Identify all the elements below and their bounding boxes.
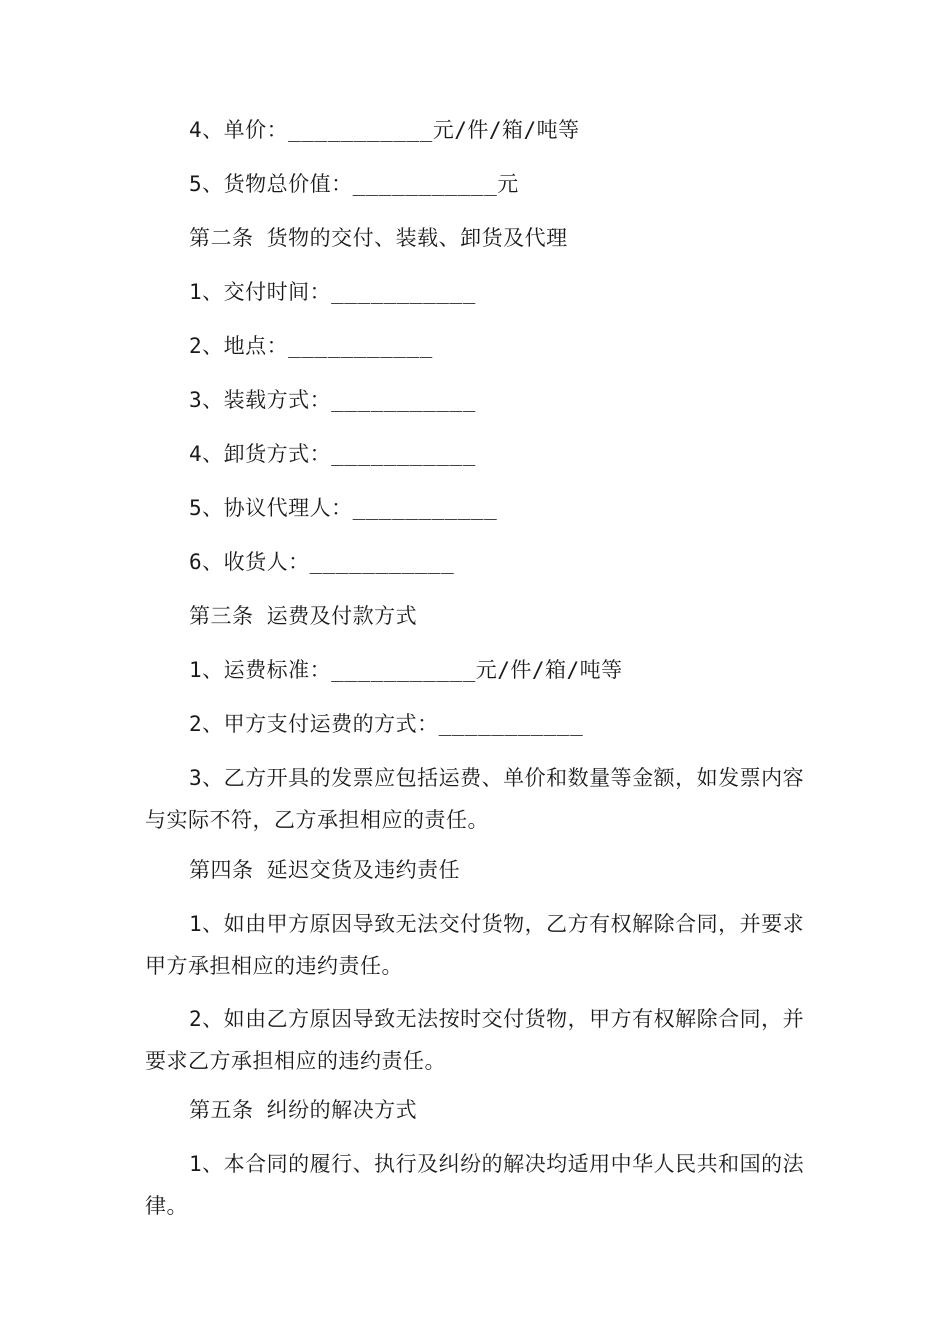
loading-method-line: 3、装载方式：___________ xyxy=(189,388,476,412)
total-value-line: 5、货物总价值：___________元 xyxy=(189,172,519,196)
governing-law-paragraph: 1、本合同的履行、执行及纠纷的解决均适用中华人民共和国的法律。 xyxy=(145,1152,805,1218)
article-4-heading: 第四条 延迟交货及违约责任 xyxy=(189,858,461,882)
article-3-heading: 第三条 运费及付款方式 xyxy=(189,604,418,628)
party-b-breach-paragraph: 2、如由乙方原因导致无法按时交付货物，甲方有权解除合同，并要求乙方承担相应的违约责任。 xyxy=(145,1007,805,1073)
unloading-method-line: 4、卸货方式：___________ xyxy=(189,442,476,466)
article-2-heading: 第二条 货物的交付、装载、卸货及代理 xyxy=(189,226,568,250)
location-line: 2、地点：___________ xyxy=(189,334,433,358)
invoice-paragraph: 3、乙方开具的发票应包括运费、单价和数量等金额，如发票内容与实际不符，乙方承担相应的责任。 xyxy=(145,766,805,832)
delivery-time-line: 1、交付时间：___________ xyxy=(189,280,476,304)
consignee-line: 6、收货人：___________ xyxy=(189,550,455,574)
party-a-breach-paragraph: 1、如由甲方原因导致无法交付货物，乙方有权解除合同，并要求甲方承担相应的违约责任。 xyxy=(145,912,805,978)
agent-line: 5、协议代理人：___________ xyxy=(189,496,498,520)
article-5-heading: 第五条 纠纷的解决方式 xyxy=(189,1098,418,1122)
unit-price-line: 4、单价：___________元/件/箱/吨等 xyxy=(189,118,580,142)
payment-method-line: 2、甲方支付运费的方式：___________ xyxy=(189,712,584,736)
freight-standard-line: 1、运费标准：___________元/件/箱/吨等 xyxy=(189,658,623,682)
